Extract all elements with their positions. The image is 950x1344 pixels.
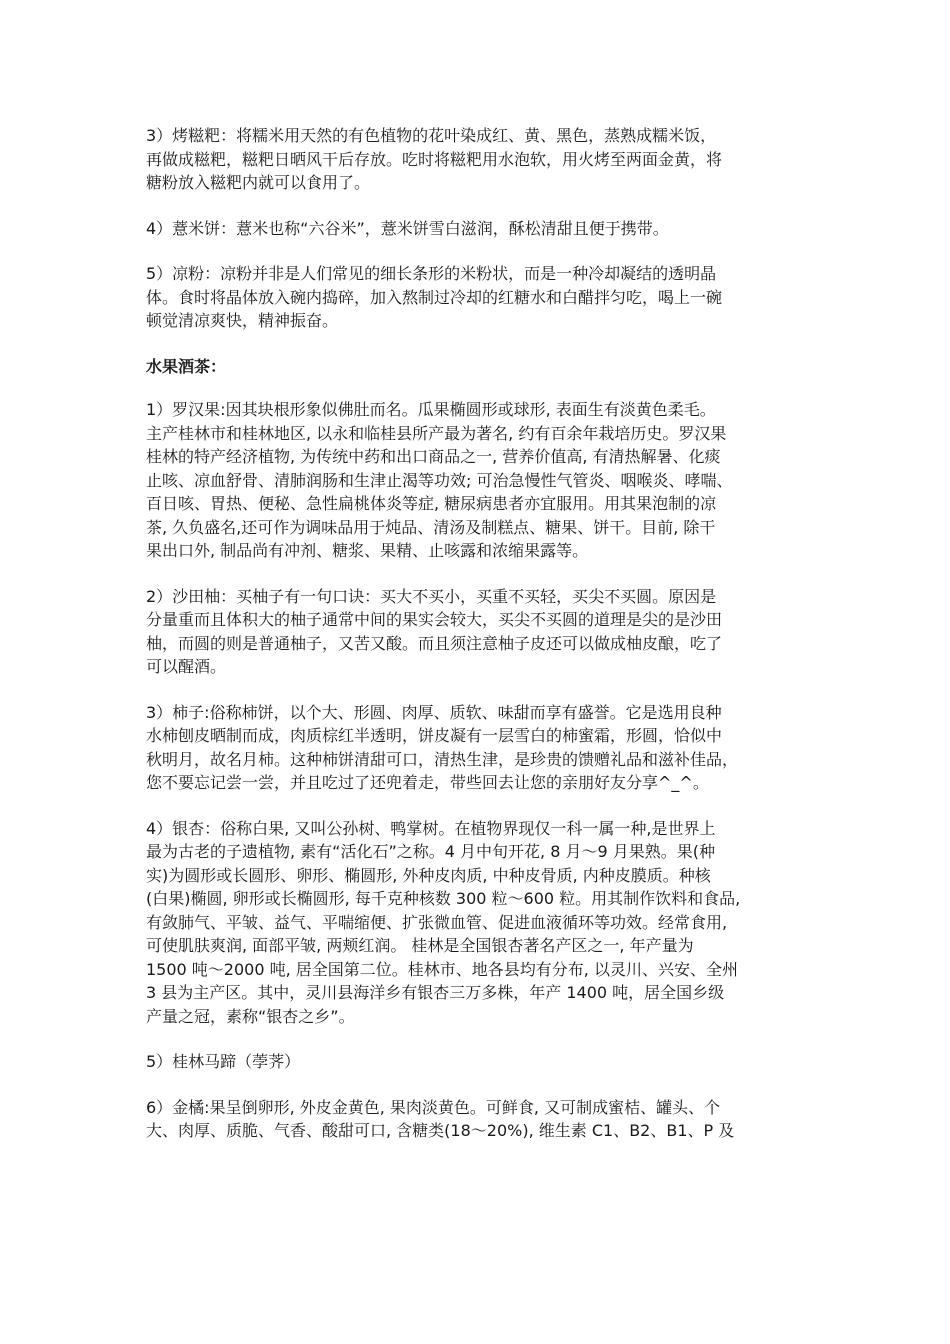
text-line: 果出口外, 制品尚有冲剂、糖浆、果精、止咳露和浓缩果露等。 <box>146 541 589 560</box>
text-line: 糖粉放入糍粑内就可以食用了。 <box>146 173 371 192</box>
text-line: 1500 吨～2000 吨, 居全国第二位。桂林市、地各县均有分布, 以灵川、兴安、全州 <box>146 959 738 979</box>
text-line: 产量之冠，素称“银杏之乡”。 <box>146 1006 355 1026</box>
text-line: 水柿刨皮晒制而成，肉质棕红半透明，饼皮凝有一层雪白的柿蜜霜，形圆，恰似中 <box>146 726 723 745</box>
paragraph-yimi-cake <box>146 217 818 241</box>
text-line: 2）沙田柚：买柚子有一句口诀：买大不买小，买重不买轻，买尖不买圆。原因是 <box>146 586 717 606</box>
text-line: 大、肉厚、质脆、气香、酸甜可口, 含糖类(18～20%), 维生素 C1、B2、B1、P 及 <box>146 1121 735 1140</box>
paragraph-roast-ciba <box>146 124 818 195</box>
document-page <box>146 124 818 1165</box>
text-line: 4）银杏：俗称白果, 又叫公孙树、鸭掌树。在植物界现仅一科一属一种,是世界上 <box>146 818 716 838</box>
paragraph-persimmon <box>146 701 818 795</box>
text-line: 3）烤糍粑：将糯米用天然的有色植物的花叶染成红、黄、黑色，蒸熟成糯米饭， <box>146 126 717 145</box>
paragraph-ginkgo <box>146 817 818 1029</box>
text-line: 柚，而圆的则是普通柚子，又苦又酸。而且须注意柚子皮还可以做成柚皮酿，吃了 <box>146 633 723 653</box>
text-line: 您不要忘记尝一尝，并且吃过了还兜着走，带些回去让您的亲朋好友分享^_^。 <box>146 773 709 792</box>
text-line: 可以醒酒。 <box>146 657 227 676</box>
text-line: 最为古老的子遗植物, 素有“活化石”之称。4 月中旬开花, 8 月～9 月果熟。果(种 <box>146 842 715 861</box>
text-line: 百日咳、胃热、便秘、急性扁桃体炎等症, 糖尿病患者亦宜服用。用其果泡制的凉 <box>146 494 717 513</box>
text-line: 秋明月，故名月柿。这种柿饼清甜可口，清热生津，是珍贵的馈赠礼品和滋补佳品， <box>146 749 739 769</box>
text-line: 4）薏米饼：薏米也称“六谷米”，薏米饼雪白滋润，酥松清甜且便于携带。 <box>146 218 669 238</box>
text-line: 3 县为主产区。其中，灵川县海洋乡有银杏三万多株，年产 1400 吨，居全国乡级 <box>146 983 725 1002</box>
section-heading: 水果酒茶： <box>146 356 227 376</box>
text-line: 5）桂林马蹄（荸荠） <box>146 1052 301 1071</box>
text-line: 3）柿子:俗称柿饼，以个大、形圆、肉厚、质软、味甜而享有盛誉。它是选用良种 <box>146 702 722 722</box>
text-line: 止咳、凉血舒骨、清肺润肠和生津止渴等功效; 可治急慢性气管炎、咽喉炎、哮喘、 <box>146 470 733 490</box>
text-line: 有敛肺气、平皱、益气、平喘缩便、扩张微血管、促进血液循环等功效。经常食用, <box>146 912 728 932</box>
text-line: 体。食时将晶体放入碗内捣碎，加入熬制过冷却的红糖水和白醋拌匀吃，喝上一碗 <box>146 287 723 307</box>
paragraph-luohanguo <box>146 398 818 563</box>
text-line: 茶, 久负盛名,还可作为调味品用于炖品、清汤及制糕点、糖果、饼干。目前, 除干 <box>146 517 716 537</box>
paragraph-liangfen <box>146 262 818 333</box>
paragraph-water-chestnut <box>146 1050 818 1074</box>
text-line: 6）金橘:果呈倒卵形, 外皮金黄色, 果肉淡黄色。可鲜食, 又可制成蜜桔、罐头、个 <box>146 1097 721 1117</box>
text-line: 主产桂林市和桂林地区, 以永和临桂县所产最为著名, 约有百余年栽培历史。罗汉果 <box>146 423 727 443</box>
text-line: 可使肌肤爽润, 面部平皱, 两颊红润。 桂林是全国银杏著名产区之一, 年产量为 <box>146 936 694 955</box>
text-line: 1）罗汉果:因其块根形象似佛肚而名。瓜果椭圆形或球形, 表面生有淡黄色柔毛。 <box>146 400 716 419</box>
text-line: 再做成糍粑，糍粑日晒风干后存放。吃时将糍粑用水泡软，用火烤至两面金黄，将 <box>146 149 723 169</box>
text-line: 5）凉粉：凉粉并非是人们常见的细长条形的米粉状，而是一种冷却凝结的透明晶 <box>146 264 717 283</box>
text-line: 桂林的特产经济植物, 为传统中药和出口商品之一, 营养价值高, 有清热解暑、化痰 <box>146 447 721 466</box>
intro-section <box>146 124 818 333</box>
paragraph-shatian-pomelo <box>146 585 818 679</box>
text-line: 顿觉清凉爽快，精神振奋。 <box>146 311 339 330</box>
text-line: 分量重而且体积大的柚子通常中间的果实会较大，买尖不买圆的道理是尖的是沙田 <box>146 610 723 629</box>
fruit-section <box>146 398 818 1143</box>
text-line: 实)为圆形或长圆形、卵形、椭圆形, 外种皮肉质, 中种皮骨质, 内种皮膜质。种核 <box>146 865 711 885</box>
paragraph-kumquat <box>146 1096 818 1143</box>
text-line: (白果)椭圆, 卵形或长椭圆形, 每千克种核数 300 粒～600 粒。用其制作饮料和食品, <box>146 889 741 908</box>
